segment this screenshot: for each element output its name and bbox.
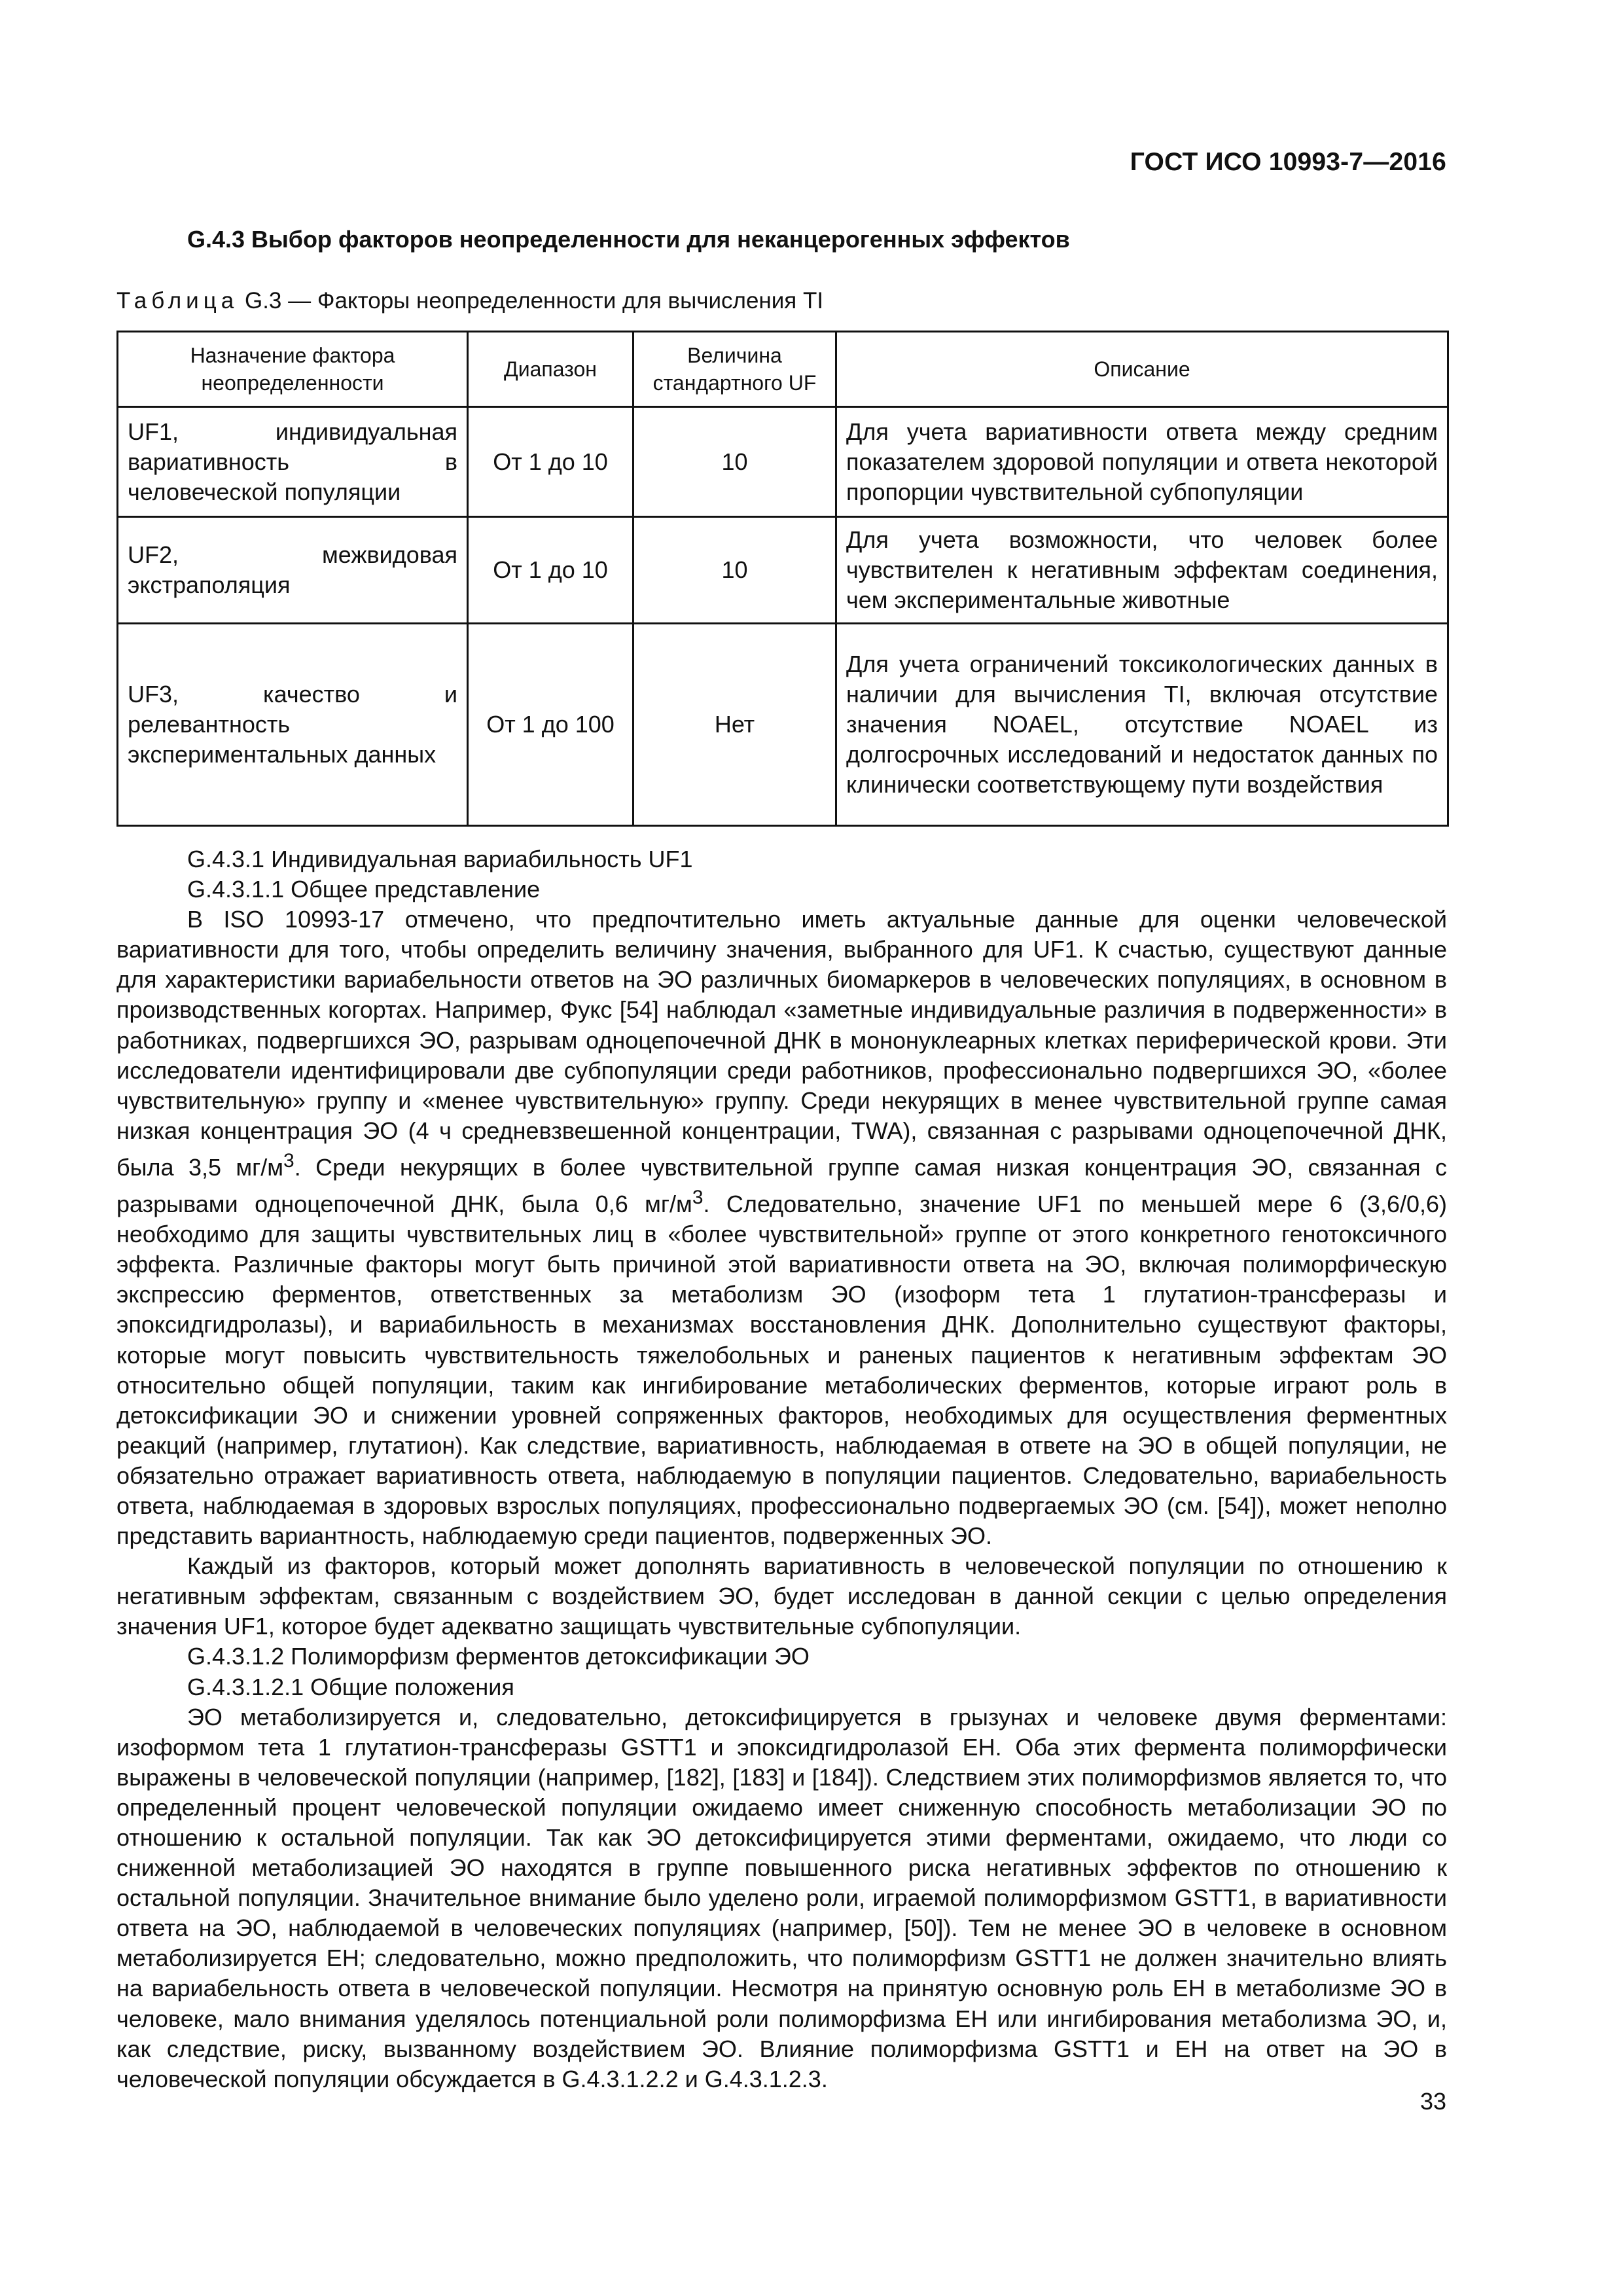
default-uf-cell: 10 (633, 407, 836, 517)
range-cell: От 1 до 10 (468, 517, 633, 624)
table-header-row (118, 332, 1448, 407)
table-row (118, 407, 1448, 517)
default-uf-cell: 10 (633, 517, 836, 624)
range-cell: От 1 до 100 (468, 624, 633, 826)
header-range: Диапазон (468, 332, 633, 407)
uncertainty-factors-table (116, 331, 1449, 827)
document-id-header: ГОСТ ИСО 10993-7—2016 (1130, 148, 1446, 176)
paragraph: ЭО метаболизируется и, следовательно, детоксифицируется в грызунах и человеке двумя ферментами: изоформом тета 1 глутатион-трансферазы GSTT1 и эпоксидгидролазой EH. Оба этих фермента полиморфически выражены в человеческой популяции (например, [182], [183] и [184]). Следствием этих полиморфизмов является то, что определенный процент человеческой популяции ожидаемо имеет сниженную способность метаболизации ЭО по отношению к остальной популяции. Так как ЭО детоксифицируется этими ферментами, ожидаемо, что люди со сниженной метаболизацией ЭО находятся в группе повышенного риска негативных эффектов по отношению к остальной популяции. Значительное внимание было уделено роли, играемой полиморфизмом GSTT1, в вариативности ответа на ЭО, наблюдаемой в человеческих популяциях (например, [50]). Тем не менее ЭО в человеке в основном метаболизируется EH; следовательно, можно предположить, что полиморфизм GSTT1 не должен значительно влиять на вариабельность ответа в человеческой популяции. Несмотря на принятую основную роль EH в метаболизме ЭО в человеке, мало внимания уделялось потенциальной роли полиморфизма EH или ингибирования метаболизма ЭО, и, как следствие, риску, вызванному воздействием ЭО. Влияние полиморфизма GSTT1 и EH на ответ на ЭО в человеческой популяции обсуждается в G.4.3.1.2.2 и G.4.3.1.2.3. (116, 1703, 1447, 2092)
description-cell: Для учета вариативности ответа между средним показателем здоровой популяции и ответа некоторой пропорции чувствительной субпопуляции (836, 407, 1448, 517)
factor-name-cell: UF2, межвидовая экстраполяция (118, 517, 468, 624)
paragraph-text: В ISO 10993-17 отмечено, что предпочтительно иметь актуальные данные для оценки человеческой вариативности для того, чтобы определить величину значения, выбранного для UF1. К счастью, существуют данные для характеристики вариабельности ответов на ЭО различных биомаркеров в человеческих популяциях, в основном в производственных когортах. Например, Фукс [54] наблюдал «заметные индивидуальные различия в подверженности» в работниках, подвергшихся ЭО, разрывам одноцепочечной ДНК в мононуклеарных клетках периферической крови. Эти исследователи идентифицировали две субпопуляции среди работников, профессионально подвергшихся ЭО, «более чувствительную» группу и «менее чувствительную» группу. Среди некурящих в менее чувствительной группе самая низкая концентрация ЭО (4 ч средневзвешенной концентрации, TWA), связанная с разрывами одноцепочечной ДНК, была 3,5 мг/м (116, 906, 1447, 1181)
table-caption-text: G.3 — Факторы неопределенности для вычисления TI (244, 288, 824, 314)
table-caption (116, 288, 1425, 314)
paragraph-text: . Следовательно, значение UF1 по меньшей мере 6 (3,6/0,6) необходимо для защиты чувствительных лиц в «более чувствительной» группе от этого конкретного генотоксичного эффекта. Различные факторы могут быть причиной этой вариативности ответа на ЭО, включая полиморфическую экспрессию ферментов, ответственных за метаболизм ЭО (изоформ тета 1 глутатион-трансферазы и эпоксидгидролазы), и вариабильность в механизмах восстановления ДНК. Дополнительно существуют факторы, которые могут повысить чувствительность тяжелобольных и раненых пациентов к негативным эффектам ЭО относительно общей популяции, таким как ингибирование метаболических ферментов, которые играют роль в детоксификации ЭО и снижении уровней сопряженных факторов, необходимых для осуществления ферментных реакций (например, глутатион). Как следствие, вариативность, наблюдаемая в ответе на ЭО в общей популяции, не обязательно отражает вариативность ответа, наблюдаемую в популяции пациентов. Следовательно, вариабельность ответа, наблюдаемая в здоровых взрослых популяциях, профессионально подвергаемых ЭО (см. [54]), может неполно представить вариантность, наблюдаемую среди пациентов, подверженных ЭО. (116, 1191, 1448, 1550)
subsection-heading: G.4.3.1 Индивидуальная вариабильность UF1 (187, 846, 693, 872)
table-row (118, 517, 1448, 624)
default-uf-cell: Нет (633, 624, 836, 826)
description-cell: Для учета возможности, что человек более чувствителен к негативным эффектам соединения, чем экспериментальные животные (836, 517, 1448, 624)
factor-name-cell: UF1, индивидуальная вариативность в человеческой популяции (118, 407, 468, 517)
paragraph: Каждый из факторов, который может дополнять вариативность в человеческой популяции по отношению к негативным эффектам, связанным с воздействием ЭО, будет исследован в данной секции с целью определения значения UF1, которое будет адекватно защищать чувствительные субпопуляции. (116, 1552, 1447, 1640)
description-cell: Для учета ограничений токсикологических данных в наличии для вычисления TI, включая отсутствие значения NOAEL, отсутствие NOAEL из долгосрочных исследований и недостаток данных по клинически соответствующему пути воздействия (836, 624, 1448, 826)
header-factor: Назначение фактора неопределенности (118, 332, 468, 407)
subsection-heading: G.4.3.1.1 Общее представление (187, 876, 541, 903)
range-cell: От 1 до 10 (468, 407, 633, 517)
factor-name-cell: UF3, качество и релевантность экспериментальных данных (118, 624, 468, 826)
paragraph-text: . Среди некурящих в более чувствительной группе самая низкая концентрация ЭО, связанная с разрывами одноцепочечной ДНК, была 0,6 мг/м (116, 1153, 1447, 1218)
section-title: G.4.3 Выбор факторов неопределенности для неканцерогенных эффектов (187, 226, 1070, 253)
header-default-uf: Величина стандартного UF (633, 332, 836, 407)
paragraph (116, 905, 1447, 1551)
page-number: 33 (1419, 2088, 1446, 2115)
body-text (116, 844, 1447, 2094)
header-description: Описание (836, 332, 1448, 407)
subsection-heading: G.4.3.1.2 Полиморфизм ферментов детоксификации ЭО (187, 1643, 810, 1670)
table-row (118, 624, 1448, 826)
table-caption-label: Таблица (116, 288, 239, 314)
superscript: 3 (692, 1187, 704, 1209)
subsection-heading: G.4.3.1.2.1 Общие положения (187, 1673, 514, 1700)
superscript: 3 (283, 1149, 294, 1172)
